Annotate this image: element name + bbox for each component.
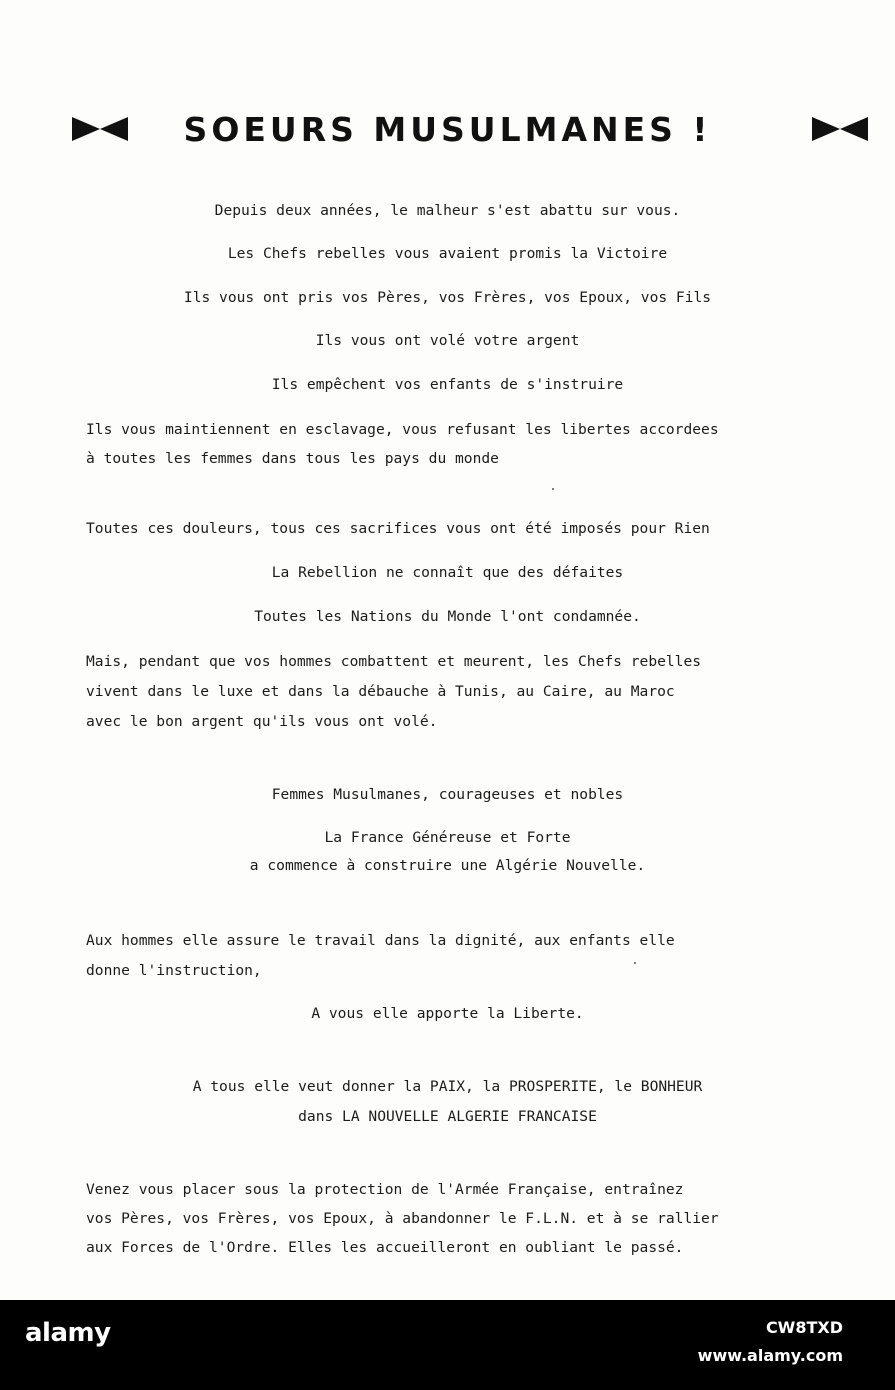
text-line: Mais, pendant que vos hommes combattent et meurent, les Chefs rebelles	[86, 653, 702, 670]
text-line: donne l'instruction,	[86, 962, 262, 979]
text-line: Ils vous maintiennent en esclavage, vous refusant les libertes accordees	[86, 421, 719, 438]
text-line: aux Forces de l'Ordre. Elles les accueilleront en oubliant le passé.	[86, 1239, 684, 1256]
text-line: a commence à construire une Algérie Nouvelle.	[249, 857, 646, 874]
text-line: Toutes ces douleurs, tous ces sacrifices vous ont été imposés pour Rien	[86, 520, 710, 537]
text-line: La France Généreuse et Forte	[324, 829, 571, 846]
text-line: Depuis deux années, le malheur s'est abattu sur vous.	[214, 202, 681, 219]
text-line: Ils vous ont pris vos Pères, vos Frères, vos Epoux, vos Fils	[183, 289, 712, 306]
text-line: vos Pères, vos Frères, vos Epoux, à abandonner le F.L.N. et à se rallier	[86, 1210, 719, 1227]
text-line: Toutes les Nations du Monde l'ont condamnée.	[254, 608, 641, 625]
text-line: Venez vous placer sous la protection de l'Armée Française, entraînez	[86, 1181, 684, 1198]
text-line: A vous elle apporte la Liberte.	[311, 1005, 584, 1022]
text-line: Aux hommes elle assure le travail dans la dignité, aux enfants elle	[86, 932, 675, 949]
image-code: CW8TXD	[765, 1318, 843, 1337]
ink-speck	[634, 962, 636, 964]
title-row	[0, 110, 895, 150]
text-line: à toutes les femmes dans tous les pays du monde	[86, 450, 499, 467]
stock-footer-bar	[0, 1300, 895, 1390]
bowtie-ornament-icon	[812, 117, 868, 141]
text-line: vivent dans le luxe et dans la débauche à Tunis, au Caire, au Maroc	[86, 683, 675, 700]
text-line: Ils vous ont volé votre argent	[315, 332, 580, 349]
text-line: La Rebellion ne connaît que des défaites	[271, 564, 624, 581]
text-line: A tous elle veut donner la PAIX, la PROSPERITE, le BONHEUR	[192, 1078, 703, 1095]
text-line: dans LA NOUVELLE ALGERIE FRANCAISE	[298, 1108, 597, 1125]
text-line: avec le bon argent qu'ils vous ont volé.	[86, 713, 438, 730]
text-line: Femmes Musulmanes, courageuses et nobles	[271, 786, 624, 803]
leaflet-title: SOEURS MUSULMANES !	[183, 110, 712, 149]
text-line: Les Chefs rebelles vous avaient promis la Victoire	[227, 245, 668, 262]
text-line: Ils empêchent vos enfants de s'instruire	[271, 376, 624, 393]
stock-brand-logo: alamy	[25, 1318, 111, 1348]
stock-url: www.alamy.com	[697, 1346, 843, 1365]
ink-speck	[552, 488, 554, 490]
